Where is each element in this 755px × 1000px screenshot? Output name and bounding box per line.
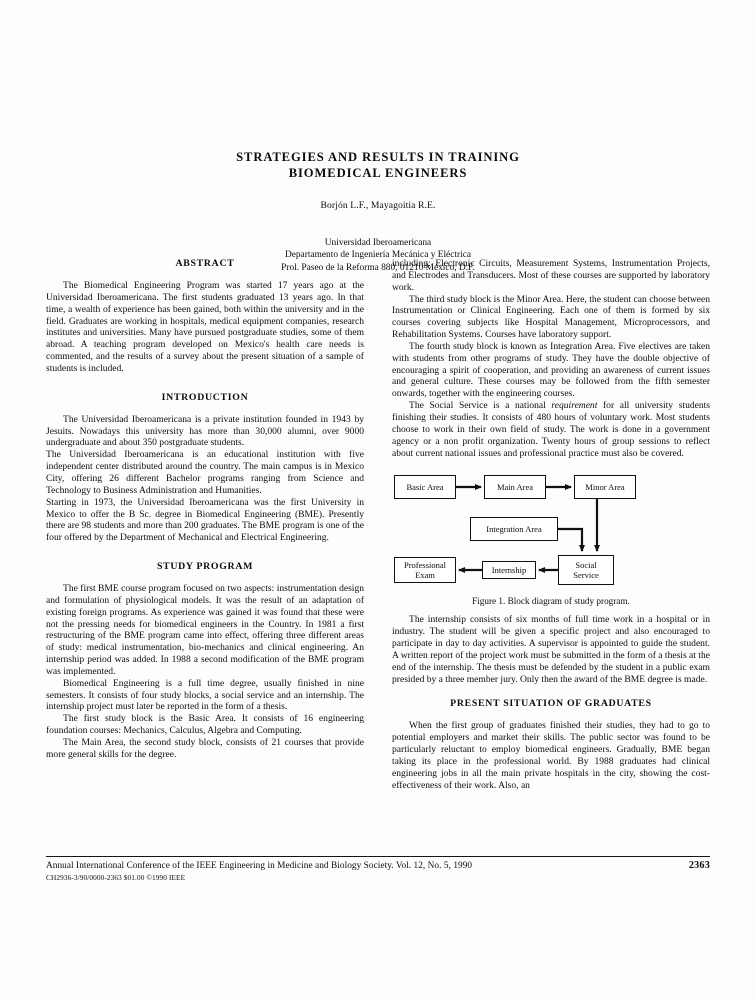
social-service-emphasis: requirement (551, 400, 598, 412)
node-basic-area: Basic Area (394, 475, 456, 499)
internship-paragraph: The internship consists of six months of full time work in a hospital or in industry. The student will be given a specific project and also encouraged to participate in day to day activities. A supervisor is appointed to guide the student. A written report of the project work must be submitted in the form of a thesis at the end of the internship. The thesis must be defended by the student in a public exam presided by a three member jury. Only then the award of the BME degree is made. (392, 614, 710, 685)
figure-caption: Figure 1. Block diagram of study program. (472, 596, 630, 607)
footer-divider (46, 856, 710, 857)
page-footer (46, 856, 710, 882)
present-situation-paragraph: When the first group of graduates finished their studies, they had to go to potential employers and market their skills. The public sector was found to be particularly reluctant to employ biomedical engineers. Gradually, BME began taking its place in the professional world. By 1988 graduates had clinical engineering jobs in all the main private hospitals in the city, showing the cost-effectiveness of their work. Also, an (392, 720, 710, 791)
right-column (392, 258, 710, 791)
spacer (392, 606, 710, 614)
continuation-paragraph-3: The fourth study block is known as Integration Area. Five electives are taken with students from other programs of study. They have the double objective of encouraging a spirit of cooperation, and providing an awareness of current issues and general culture. These courses may be followed from the fifth semester onwards, together with the engineering courses. (392, 340, 710, 400)
introduction-heading: INTRODUCTION (161, 391, 249, 403)
scanned-article (46, 0, 710, 1000)
node-integration-area: Integration Area (470, 517, 558, 541)
intro-paragraph-3: Starting in 1973, the Universidad Iberoamericana was the first University in Mexico to offer the B Sc. degree in Biomedical Engineering (BME). Presently there are 98 students and more than 200 graduates. The BME program is one of the four offered by the Department of Mechanical and Electrical Engineering. (46, 496, 364, 544)
continuation-paragraph-1: including: Electronic Circuits, Measurement Systems, Instrumentation Projects, and Electrodes and Transducers. Most of these courses are supported by laboratory work. (392, 258, 710, 293)
node-professional-exam-line-1: Professional (403, 560, 447, 571)
page-title (46, 150, 710, 181)
left-column (46, 258, 364, 761)
social-service-text-b: for all university students finishing their studies. It consists of 480 hours of voluntary work. Most students choose to work in their own field of study. The work is done in a government agency or a non profit organization. Twenty hours of group sessions to reflect about current national issues and professional practice must also be covered. (392, 400, 710, 459)
affiliation-address: Prol. Paseo de la Reforma 880, 01210 México, D.F. (281, 262, 475, 273)
node-professional-exam-line-2: Exam (415, 570, 435, 581)
author-list: Borjón L.F., Mayagoitia R.E. (320, 200, 436, 211)
node-social-service-line-1: Social (575, 560, 597, 571)
social-service-paragraph (392, 400, 710, 459)
spacer (46, 544, 364, 561)
node-main-area: Main Area (484, 475, 546, 499)
intro-paragraph-2: The Universidad Iberoamericana is an educational institution with five independent center distributed around the country. The main campus is in Mexico City, offering 26 different Bachelor programs ranging from Science and Technology to Business Administration and Humanities. (46, 449, 364, 496)
present-situation-heading: PRESENT SITUATION OF GRADUATES (450, 698, 652, 710)
spacer (392, 685, 710, 698)
title-block (46, 150, 710, 274)
body-columns (46, 258, 710, 848)
diagram-connectors (392, 469, 710, 589)
node-social-service-line-2: Service (573, 570, 599, 581)
continuation-paragraph-2: The third study block is the Minor Area. Here, the student can choose between Instrumentation or Clinical Engineering. Each one of them is formed by six courses covering subjects like Hospital Management, Microprocessors, and Rehabilitation Systems. Courses have laboratory support. (392, 293, 710, 341)
social-service-text-a: The Social Service is a national (409, 400, 552, 412)
arrow-integration-to-social-service (558, 529, 582, 551)
figure-1 (392, 469, 710, 606)
study-program-heading: STUDY PROGRAM (156, 561, 254, 573)
page-number: 2363 (688, 860, 710, 872)
title-line-1: STRATEGIES AND RESULTS IN TRAINING (236, 150, 520, 164)
affiliation-institution: Universidad Iberoamericana (324, 238, 432, 248)
title-line-2: BIOMEDICAL ENGINEERS (288, 165, 468, 180)
study-paragraph-4: The Main Area, the second study block, consists of 21 courses that provide more general skills for the degree. (46, 737, 364, 760)
copyright-line: CH2936-3/90/0000-2363 $01.00 ©1990 IEEE (46, 873, 186, 883)
study-paragraph-3: The first study block is the Basic Area. It consists of 16 engineering foundation courses: Mechanics, Calculus, Algebra and Computing. (46, 713, 364, 737)
conference-citation: Annual International Conference of the IEEE Engineering in Medicine and Biology Society. Vol. 12, No. 5, 1990 (46, 861, 473, 872)
study-paragraph-1: The first BME course program focused on two aspects: instrumentation design and formulation of physiological models. It was the result of an adaptation of existing foreign programs. As experience was gained it was found that these were not the pressing needs for biomedical engineers in the Country. In 1981 a first restructuring of the BME program came into effect, offering three different areas of study: medical instrumentation, bio-mechanics and clinical engineering. An internship period was added. In 1988 a second modification of the BME program was implemented. (46, 583, 364, 677)
block-diagram (392, 469, 710, 589)
spacer (46, 375, 364, 392)
affiliation-department: Departamento de Ingeniería Mecánica y Eléctrica (284, 250, 472, 261)
footer-citation-row (46, 860, 710, 871)
abstract-paragraph: The Biomedical Engineering Program was started 17 years ago at the Universidad Iberoamericana. The first students graduated 13 years ago. In that time, a wealth of experience has been gained, both within the university and in the field. Graduates are working in hospitals, medical equipment companies, research institutes and universities. Many have pursued postgraduate studies, some of them abroad. A teaching program developed on Mexico's health care needs is commented, and the results of a survey about the present situation of a sample of students is included. (46, 280, 364, 374)
node-minor-area: Minor Area (574, 475, 636, 499)
abstract-heading: ABSTRACT (175, 258, 235, 269)
intro-paragraph-1: The Universidad Iberoamericana is a private institution founded in 1943 by Jesuits. Nowadays this university has more than 30,000 alumni, over 9000 undergraduate and about 350 postgraduate students. (46, 413, 364, 449)
study-paragraph-2: Biomedical Engineering is a full time degree, usually finished in nine semesters. It consists of four study blocks, a social service and an internship. The internship project must later be reported in the form of a thesis. (46, 677, 364, 713)
node-internship: Internship (482, 561, 536, 579)
